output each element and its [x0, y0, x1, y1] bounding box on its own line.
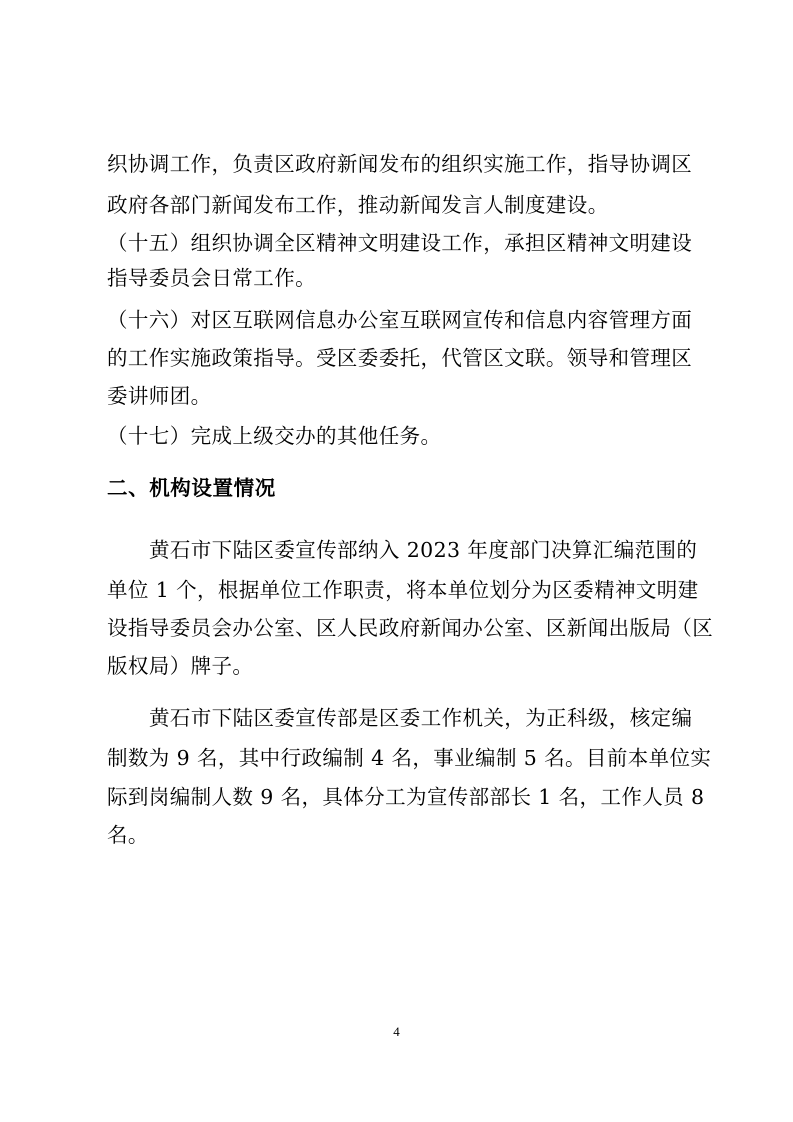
paragraph-first-line: 黄石市下陆区委宣传部是区委工作机关，为正科级，核定编: [149, 706, 693, 730]
text-line: 设指导委员会办公室、区人民政府新闻办公室、区新闻出版局（区: [107, 616, 714, 640]
paragraph-first-line: 黄石市下陆区委宣传部纳入 2023 年度部门决算汇编范围的: [149, 538, 698, 562]
text-line: （十五）组织协调全区精神文明建设工作，承担区精神文明建设: [107, 231, 693, 255]
page-number: 4: [393, 1024, 400, 1039]
text-line: （十六）对区互联网信息办公室互联网宣传和信息内容管理方面: [107, 308, 693, 332]
text-line: 指导委员会日常工作。: [107, 266, 316, 290]
section-heading: 二、机构设置情况: [107, 476, 276, 500]
text-line: 制数为 9 名，其中行政编制 4 名，事业编制 5 名。目前本单位实: [107, 746, 712, 770]
text-line: 版权局）牌子。: [107, 654, 254, 678]
text-line: 委讲师团。: [107, 384, 212, 408]
text-line: 名。: [107, 823, 149, 847]
text-line: 单位 1 个，根据单位工作职责，将本单位划分为区委精神文明建: [107, 578, 699, 602]
text-line: 际到岗编制人数 9 名，具体分工为宣传部部长 1 名，工作人员 8: [107, 785, 705, 809]
text-line: 的工作实施政策指导。受区委委托，代管区文联。领导和管理区: [107, 346, 693, 370]
text-line: 织协调工作，负责区政府新闻发布的组织实施工作，指导协调区: [107, 152, 693, 176]
text-line: 政府各部门新闻发布工作，推动新闻发言人制度建设。: [107, 193, 609, 217]
text-line: （十七）完成上级交办的其他任务。: [107, 424, 442, 448]
